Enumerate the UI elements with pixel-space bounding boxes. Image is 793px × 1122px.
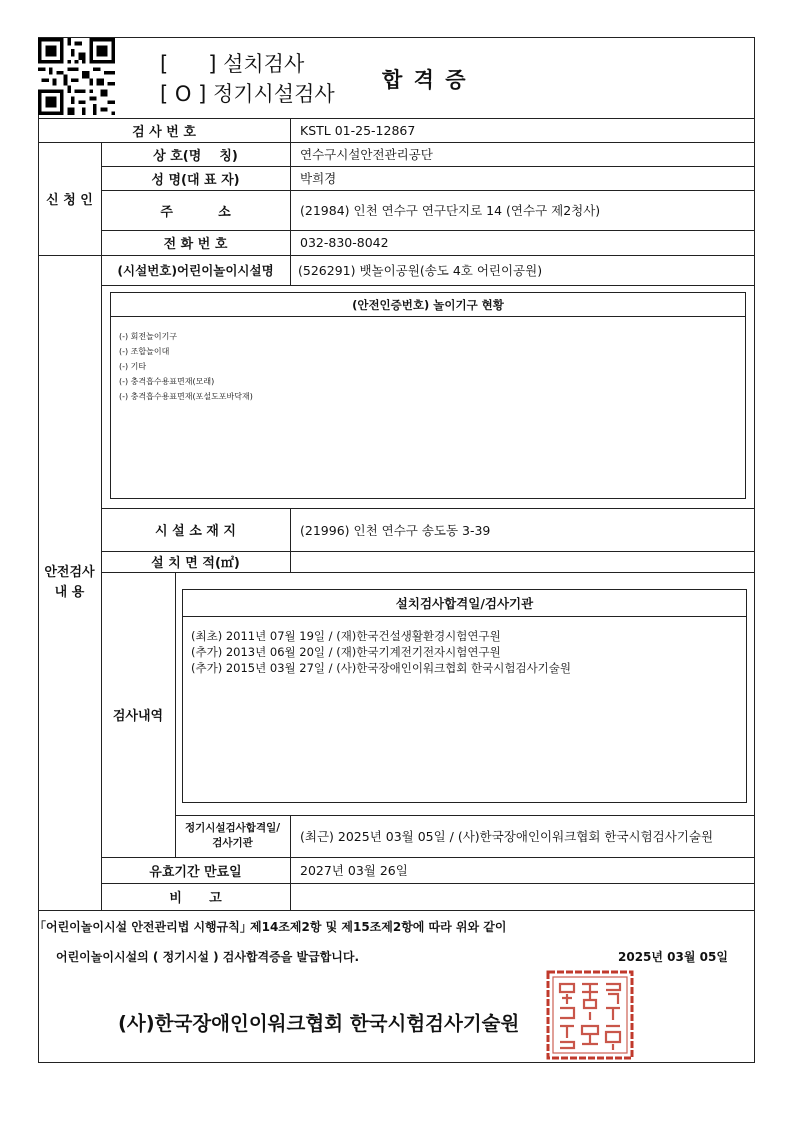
footer-statement-2: 어린이놀이시설의 ( 정기시설 ) 검사합격증을 발급합니다.	[56, 950, 360, 964]
document-title: 합 격 증	[382, 68, 468, 92]
list-item: (-) 조합놀이대	[119, 347, 170, 356]
periodic-label-line2: 검사기관	[212, 837, 253, 849]
address-value: (21984) 인천 연수구 연구단지로 14 (연수구 제2청사)	[300, 203, 601, 218]
facility-name-value: (526291) 뱃놀이공원(송도 4호 어린이공원)	[298, 263, 543, 278]
list-item: (최초) 2011년 07월 19일 / (재)한국건설생활환경시험연구원	[191, 629, 501, 643]
inspection-no-value: KSTL 01-25-12867	[300, 122, 416, 138]
phone-value: 032-830-8042	[300, 235, 389, 250]
issue-date: 2025년 03월 05일	[618, 950, 728, 964]
list-item: (추가) 2015년 03월 27일 / (사)한국장애인이워크협회 한국시험검사기술원	[191, 661, 572, 675]
applicant-group-label: 신 청 인	[46, 193, 93, 208]
facility-name-label: (시설번호)어린이놀이시설명	[117, 263, 274, 278]
company-name-value: 연수구시설안전관리공단	[300, 147, 433, 162]
location-value: (21996) 인천 연수구 송도동 3-39	[300, 522, 491, 538]
list-item: (-) 기타	[119, 362, 147, 371]
qr-code	[38, 38, 115, 115]
equipment-status-title: (안전인증번호) 놀이기구 현황	[111, 293, 745, 317]
list-item: (-) 충격흡수용표면재(모래)	[119, 377, 215, 386]
check-periodic-option: [ O ] 정기시설검사	[160, 82, 335, 106]
equipment-status-box	[110, 292, 746, 499]
phone-label: 전 화 번 호	[163, 237, 228, 252]
representative-value: 박희경	[300, 171, 337, 186]
periodic-inspection-label	[175, 815, 290, 857]
expiry-value: 2027년 03월 26일	[300, 863, 408, 878]
official-seal-stamp	[546, 970, 634, 1060]
company-name-label: 상 호(명 칭)	[153, 148, 238, 164]
remarks-label: 비 고	[169, 891, 222, 906]
install-history-box	[182, 589, 747, 803]
area-label: 설 치 면 적(㎡)	[151, 556, 240, 571]
location-label: 시 설 소 재 지	[155, 524, 236, 539]
representative-label: 성 명(대 표 자)	[151, 172, 240, 188]
install-history-title: 설치검사합격일/검사기관	[183, 590, 746, 617]
check-install-option: [ ] 설치검사	[160, 52, 305, 76]
inspection-no-label: 검 사 번 호	[132, 124, 196, 140]
list-item: (-) 회전놀이기구	[119, 332, 178, 341]
list-item: (추가) 2013년 06월 20일 / (재)한국기계전기전자시험연구원	[191, 645, 501, 659]
expiry-label: 유효기간 만료일	[149, 864, 242, 880]
issuer-name: (사)한국장애인이워크협회 한국시험검사기술원	[118, 1012, 520, 1035]
inspection-history-label: 검사내역	[112, 709, 164, 724]
list-item: (-) 충격흡수용표면재(포설도포바닥재)	[119, 392, 253, 401]
safety-group-label: 안전검사 내 용	[44, 564, 95, 600]
address-label: 주 소	[160, 204, 231, 220]
install-history-list	[191, 628, 571, 676]
equipment-list	[119, 329, 253, 404]
footer-statement-1: ｢어린이놀이시설 안전관리법 시행규칙｣ 제14조제2항 및 제15조제2항에 따라 위와 같이	[40, 920, 507, 934]
periodic-inspection-value: (최근) 2025년 03월 05일 / (사)한국장애인이워크협회 한국시험검사기술원	[300, 829, 714, 844]
periodic-label-line1: 정기시설검사합격일/	[184, 822, 281, 834]
